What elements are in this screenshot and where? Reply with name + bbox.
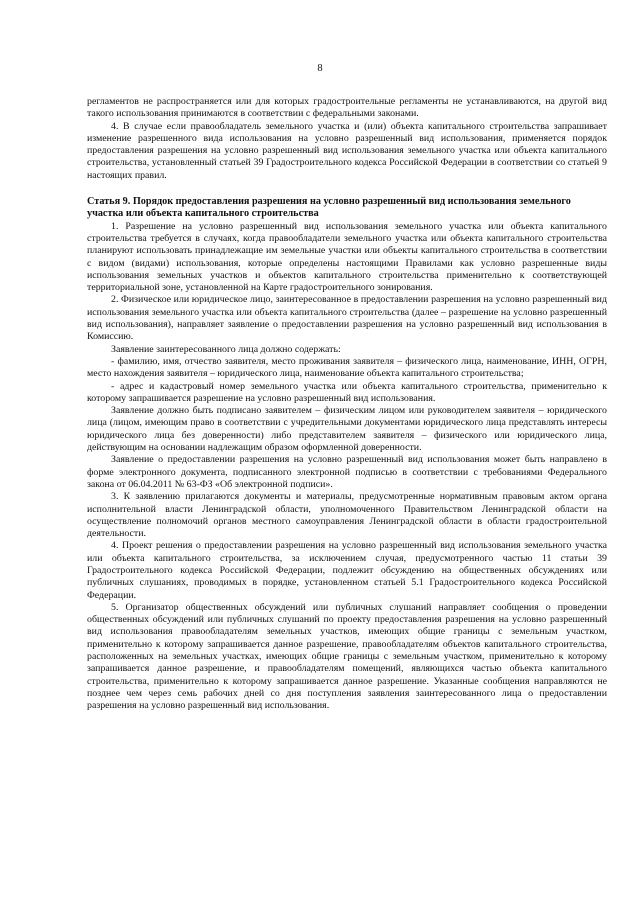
paragraph-continuation: регламентов не распространяется или для которых градостроительные регламенты не устанавливаются, на другой вид такого использования принимаются в соответствии с федеральными законами. <box>87 96 607 120</box>
paragraph-item-1: 1. Разрешение на условно разрешенный вид использования земельного участка или объекта капитального строительства требуется в случаях, когда правообладатели земельного участка или объекта капитального строительства планируют использовать принадлежащие им земельные участки или объекты капитального строительства в соответствии с видом (видами) использования, которые определены настоящими Правилами как условно разрешенные виды использования земельных участков и объектов капитального строительства применительно к соответствующей территориальной зоне, установленной на Карте градостроительного зонирования. <box>87 220 607 294</box>
article-heading: Статья 9. Порядок предоставления разрешения на условно разрешенный вид использования земельного участка или объекта капитального строительства <box>87 196 571 220</box>
paragraph-item-4: 4. Проект решения о предоставлении разрешения на условно разрешенный вид использования земельного участка или объекта капитального строительства, за исключением случая, предусмотренного частью 11 статьи 39 Градостроительного кодекса Российской Федерации, подлежит обсуждению на общественных обсуждениях или публичных слушаниях, проводимых в порядке, установленном статьей 5.1 Градостроительного кодекса Российской Федерации. <box>87 540 607 601</box>
paragraph-list-item: - адрес и кадастровый номер земельного участка или объекта капитального строительства, применительно к которому запрашивается разрешение на условно разрешенный вид использования. <box>87 380 607 404</box>
page-number: 8 <box>317 63 323 74</box>
paragraph-item-3: 3. К заявлению прилагаются документы и материалы, предусмотренные нормативным правовым актом органа исполнительной власти Ленинградской области, уполномоченного Правительством Ленинградской области на осуществление полномочий органов местного самоуправления Ленинградской области в области градостроительной деятельности. <box>87 491 607 540</box>
paragraph-application-contents: Заявление заинтересованного лица должно содержать: <box>111 343 341 355</box>
document-body <box>87 96 607 713</box>
paragraph-list-item: - фамилию, имя, отчество заявителя, место проживания заявителя – физического лица, наименование, ИНН, ОГРН, место нахождения заявителя – юридического лица, наименование объекта капитального строительства; <box>87 355 607 380</box>
paragraph-electronic: Заявление о предоставлении разрешения на условно разрешенный вид использования может быть направлено в форме электронного документа, подписанного электронной подписью в соответствии с требованиями Федерального закона от 06.04.2011 № 63-ФЗ «Об электронной подписи». <box>87 454 607 490</box>
paragraph-item-5: 5. Организатор общественных обсуждений или публичных слушаний направляет сообщения о проведении общественных обсуждений или публичных слушаний по проекту предоставления разрешения на условно разрешенный вид использования правообладателям земельных участков, имеющих общие границы с земельным участком, применительно к которому запрашивается данное разрешение, правообладателям объектов капитального строительства, расположенных на земельных участках, имеющих общие границы с земельным участком, применительно к которому запрашивается данное разрешение, и правообладателям помещений, являющихся частью объекта капитального строительства, применительно к которому запрашивается данное разрешение. Указанные сообщения направляются не позднее чем через семь рабочих дней со дня поступления заявления заинтересованного лица о предоставлении разрешения на условно разрешенный вид использования. <box>87 601 607 712</box>
paragraph-item-4: 4. В случае если правообладатель земельного участка и (или) объекта капитального строительства запрашивает изменение разрешенного вида использования на условно разрешенный вид использования, применяется порядок предоставления разрешения на условно разрешенный вид использования земельного участка или объекта капитального строительства, установленный статьей 39 Градостроительного кодекса Российской Федерации в соответствии со статьей 9 настоящих правил. <box>87 120 607 181</box>
paragraph-item-2: 2. Физическое или юридическое лицо, заинтересованное в предоставлении разрешения на условно разрешенный вид использования земельного участка или объекта капитального строительства (далее – разрешение на условно разрешенный вид использования), направляет заявление о предоставлении разрешения на условно разрешенный вид использования в Комиссию. <box>87 294 607 343</box>
paragraph-signature: Заявление должно быть подписано заявителем – физическим лицом или руководителем заявителя – юридического лица (лицом, имеющим право в соответствии с учредительными документами юридического лица представлять интересы юридического лица без доверенности) либо представителем заявителя – физического или юридического лица, действующим на основании надлежащим образом оформленной доверенности. <box>87 405 607 454</box>
